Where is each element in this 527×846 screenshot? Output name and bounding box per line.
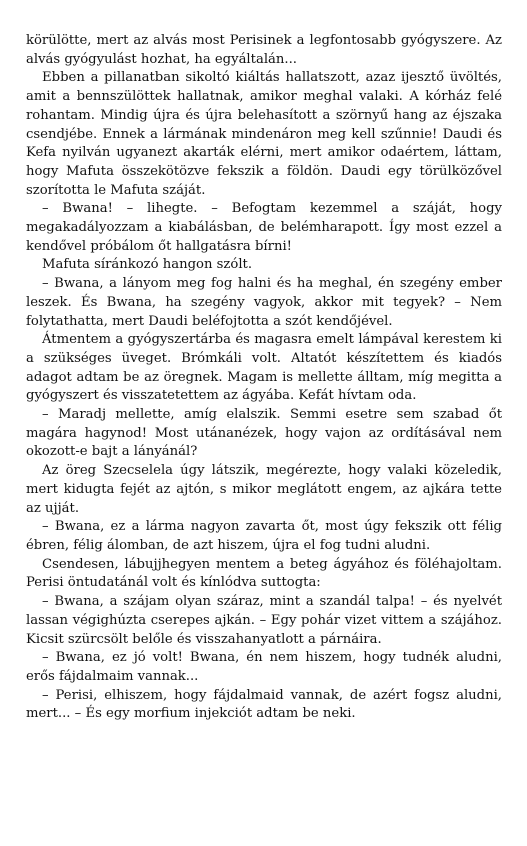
- paragraph-2: Ebben a pillanatban sikoltó kiáltás hallatszott, azaz ijesztő üvöltés, amit a bennszülöttek hallatnak, amikor meghal valaki. A kórház felé rohantam. Mindig újra és újra belehasított a szörnyű hang az éjszaka csendjébe. Ennek a lármának mindenáron meg kell szűnnie! Daudi és Kefa nyilván ugyanezt akarták elérni, mert amikor odaértem, láttam, hogy Mafuta összekötözve fekszik a földön. Daudi egy törülközővel szorította le Mafuta száját.: [26, 70, 502, 198]
- paragraph-13: – Perisi, elhiszem, hogy fájdalmaid vannak, de azért fogsz aludni, mert... – És egy morfium injekciót adtam be neki.: [26, 687, 502, 722]
- paragraph-6: Átmentem a gyógyszertárba és magasra emelt lámpával kerestem ki a szükséges üveget. Brómkáli volt. Altatót készítettem és kiadós adagot adtam be az öregnek. Magam is mellette álltam, míg megitta a gyógyszert és visszatetettem az ágyába. Kefát hívtam oda.: [26, 332, 502, 404]
- paragraph-11: – Bwana, a szájam olyan száraz, mint a szandál talpa! – és nyelvét lassan végighúzta cserepes ajkán. – Egy pohár vizet vittem a szájához. Kicsit szürcsölt belőle és visszahanyatlott a párnáira.: [26, 594, 502, 647]
- paragraph-5: – Bwana, a lányom meg fog halni és ha meghal, én szegény ember leszek. És Bwana, ha szegény vagyok, akkor mit tegyek? – Nem folytathatta, mert Daudi beléfojtotta a szót kendőjével.: [26, 276, 502, 329]
- paragraph-1: körülötte, mert az alvás most Perisinek a legfontosabb gyógyszere. Az alvás gyógyulást hozhat, ha egyáltalán...: [26, 33, 502, 67]
- paragraph-9: – Bwana, ez a lárma nagyon zavarta őt, most úgy fekszik ott félig ébren, félig álomban, de azt hiszem, újra el fog tudni aludni.: [26, 519, 502, 553]
- paragraph-8: Az öreg Szecselela úgy látszik, megérezte, hogy valaki közeledik, mert kidugta fejét az ajtón, s mikor meglátott engem, az ajkára tette az ujját.: [26, 463, 502, 516]
- book-page: [26, 32, 502, 724]
- paragraph-12: – Bwana, ez jó volt! Bwana, én nem hiszem, hogy tudnék aludni, erős fájdalmaim vannak...: [26, 650, 502, 684]
- paragraph-7: – Maradj mellette, amíg elalszik. Semmi esetre sem szabad őt magára hagynod! Most utánanézek, hogy vajon az ordításával nem okozott-e bajt a lányánál?: [26, 407, 502, 460]
- paragraph-4: Mafuta síránkozó hangon szólt.: [42, 257, 253, 273]
- paragraph-10: Csendesen, lábujjhegyen mentem a beteg ágyához és föléhajoltam. Perisi öntudatánál volt és kínlódva suttogta:: [26, 556, 502, 591]
- paragraph-3: – Bwana! – lihegte. – Befogtam kezemmel a száját, hogy megakadályozzam a kiabálásban, de belémharapott. Így most ezzel a kendővel próbálom őt hallgatásra bírni!: [26, 201, 502, 254]
